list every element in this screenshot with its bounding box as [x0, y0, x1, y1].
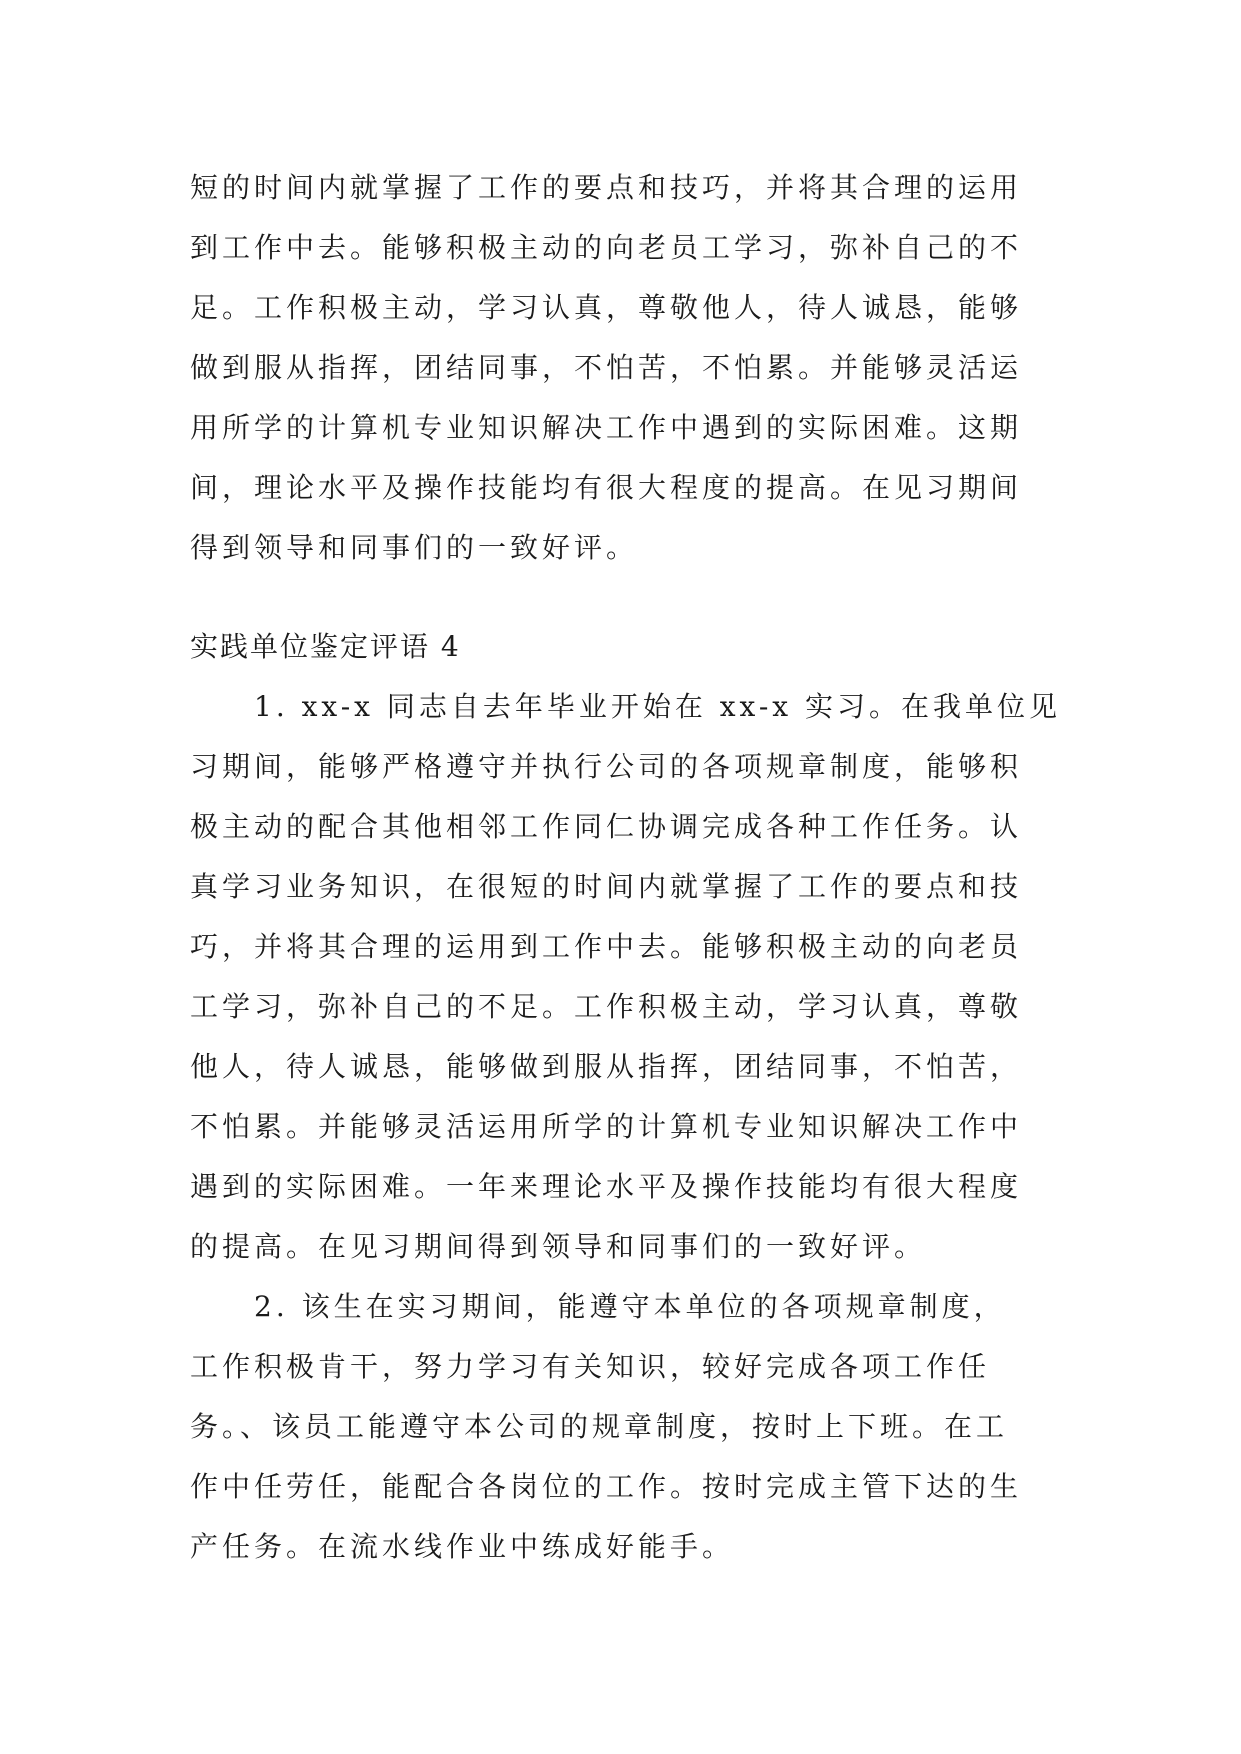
section-heading: 实践单位鉴定评语 4 — [190, 630, 461, 663]
text-line: 巧，并将其合理的运用到工作中去。能够积极主动的向老员 — [190, 930, 1023, 963]
text-line: 做到服从指挥，团结同事，不怕苦，不怕累。并能够灵活运 — [190, 351, 1023, 384]
text-line: 得到领导和同事们的一致好评。 — [190, 531, 639, 564]
text-line: 到工作中去。能够积极主动的向老员工学习，弥补自己的不 — [190, 231, 1023, 264]
text-line: 务。、该员工能遵守本公司的规章制度，按时上下班。在工 — [190, 1410, 1009, 1443]
text-line: 的提高。在见习期间得到领导和同事们的一致好评。 — [190, 1230, 927, 1263]
text-line: 工学习，弥补自己的不足。工作积极主动，学习认真，尊敬 — [190, 990, 1023, 1023]
text-line: 遇到的实际困难。一年来理论水平及操作技能均有很大程度 — [190, 1170, 1023, 1203]
evaluation-item-2 — [190, 1277, 1070, 1577]
text-line: 用所学的计算机专业知识解决工作中遇到的实际困难。这期 — [190, 411, 1023, 444]
text-line: 作中任劳任，能配合各岗位的工作。按时完成主管下达的生 — [190, 1470, 1023, 1503]
text-line: 短的时间内就掌握了工作的要点和技巧，并将其合理的运用 — [190, 171, 1023, 204]
text-line: 习期间，能够严格遵守并执行公司的各项规章制度，能够积 — [190, 750, 1023, 783]
continued-paragraph — [190, 158, 1070, 578]
text-line: 1. xx-x 同志自去年毕业开始在 xx-x 实习。在我单位见 — [190, 690, 1062, 723]
text-line: 真学习业务知识，在很短的时间内就掌握了工作的要点和技 — [190, 870, 1023, 903]
text-line: 产任务。在流水线作业中练成好能手。 — [190, 1530, 735, 1563]
text-line: 间，理论水平及操作技能均有很大程度的提高。在见习期间 — [190, 471, 1023, 504]
text-line: 2. 该生在实习期间，能遵守本单位的各项规章制度， — [190, 1290, 1006, 1323]
text-line: 不怕累。并能够灵活运用所学的计算机专业知识解决工作中 — [190, 1110, 1023, 1143]
evaluation-section — [190, 617, 1070, 1577]
text-line: 工作积极肯干，努力学习有关知识，较好完成各项工作任 — [190, 1350, 991, 1383]
evaluation-item-1 — [190, 677, 1070, 1277]
text-line: 他人，待人诚恳，能够做到服从指挥，团结同事，不怕苦， — [190, 1050, 1023, 1083]
text-line: 极主动的配合其他相邻工作同仁协调完成各种工作任务。认 — [190, 810, 1023, 843]
text-line: 足。工作积极主动，学习认真，尊敬他人，待人诚恳，能够 — [190, 291, 1023, 324]
